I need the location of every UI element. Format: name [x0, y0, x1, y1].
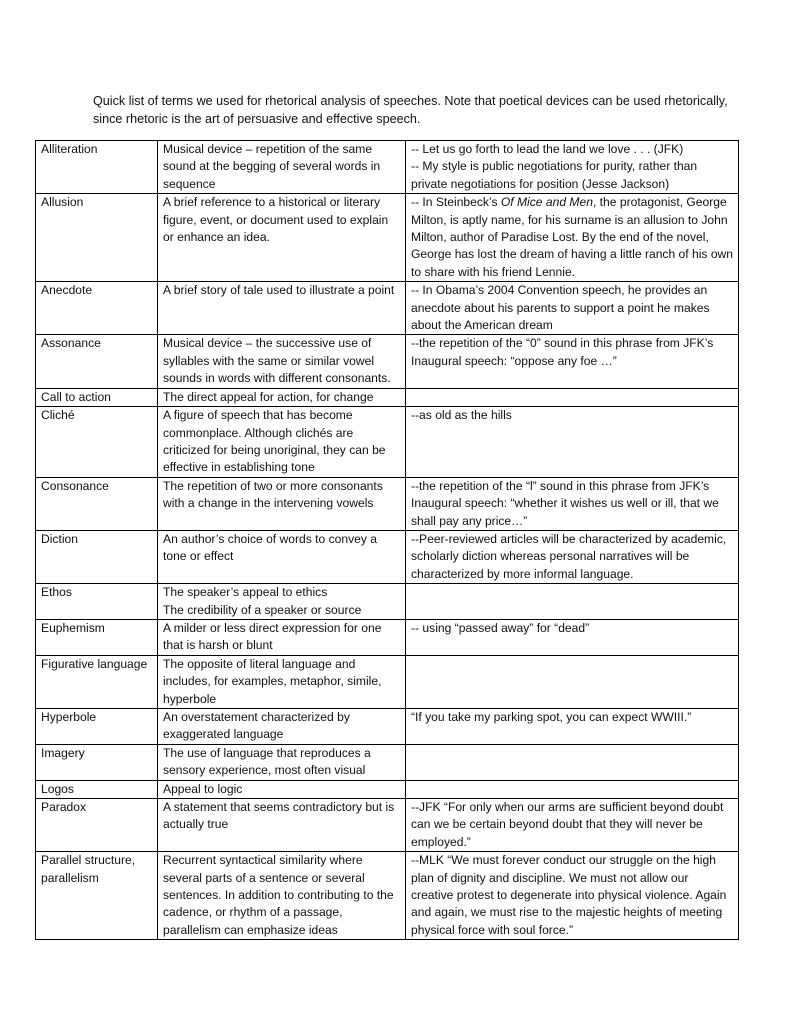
- example-text: -- In Steinbeck’s: [411, 195, 501, 210]
- intro-paragraph: Quick list of terms we used for rhetorical analysis of speeches. Note that poetical devices can be used rhetorically, since rhetoric is the art of persuasive and effective speech.: [93, 94, 728, 126]
- term-cell: Cliché: [36, 407, 158, 478]
- table-row: [36, 407, 739, 478]
- definition-cell: A figure of speech that has become commonplace. Although clichés are criticized for being unoriginal, they can be effective in establishing tone: [158, 407, 406, 478]
- example-cell: [406, 584, 739, 620]
- example-cell: [406, 744, 739, 780]
- table-row: [36, 282, 739, 335]
- definition-cell: Musical device – repetition of the same sound at the begging of several words in sequence: [158, 141, 406, 194]
- table-row: [36, 335, 739, 388]
- example-cell: --as old as the hills: [406, 407, 739, 478]
- example-cell: [406, 780, 739, 798]
- term-cell: Allusion: [36, 194, 158, 282]
- definition-cell: An overstatement characterized by exaggerated language: [158, 709, 406, 745]
- term-cell: Consonance: [36, 477, 158, 530]
- definition-cell: A brief story of tale used to illustrate a point: [158, 282, 406, 335]
- example-cell: --the repetition of the “l” sound in this phrase from JFK’s Inaugural speech: “whether it wishes us well or ill, that we shall pay any price…”: [406, 477, 739, 530]
- book-title: Of Mice and Men: [500, 195, 593, 210]
- definition-cell: The direct appeal for action, for change: [158, 388, 406, 406]
- term-cell: Anecdote: [36, 282, 158, 335]
- table-row: [36, 619, 739, 655]
- example-cell: -- Let us go forth to lead the land we love . . . (JFK) -- My style is public negotiations for purity, rather than private negotiations for position (Jesse Jackson): [406, 141, 739, 194]
- example-cell: [406, 194, 739, 282]
- table-row: [36, 799, 739, 852]
- table-row: [36, 655, 739, 708]
- definition-cell: Musical device – the successive use of syllables with the same or similar vowel sounds in words with different consonants.: [158, 335, 406, 388]
- example-cell: [406, 388, 739, 406]
- definition-cell: A statement that seems contradictory but is actually true: [158, 799, 406, 852]
- table-row: [36, 584, 739, 620]
- definition-cell: Recurrent syntactical similarity where several parts of a sentence or several sentences. In addition to contributing to the cadence, or rhythm of a passage, parallelism can emphasize ideas: [158, 852, 406, 940]
- term-cell: Paradox: [36, 799, 158, 852]
- table-row: [36, 141, 739, 194]
- example-cell: -- using “passed away” for “dead”: [406, 619, 739, 655]
- term-cell: Logos: [36, 780, 158, 798]
- definition-cell: The opposite of literal language and includes, for examples, metaphor, simile, hyperbole: [158, 655, 406, 708]
- definition-cell: Appeal to logic: [158, 780, 406, 798]
- table-row: [36, 709, 739, 745]
- definition-cell: The repetition of two or more consonants with a change in the intervening vowels: [158, 477, 406, 530]
- term-cell: Euphemism: [36, 619, 158, 655]
- example-text: , the protagonist, George Milton, is aptly name, for his surname is an allusion to John Milton, author of Paradise Lost. By the end of the novel, George has lost the dream of having a little ranch of his own to share with his friend Lennie.: [411, 195, 734, 279]
- definition-cell: A milder or less direct expression for one that is harsh or blunt: [158, 619, 406, 655]
- definition-cell: The use of language that reproduces a sensory experience, most often visual: [158, 744, 406, 780]
- term-cell: Assonance: [36, 335, 158, 388]
- table-row: [36, 530, 739, 583]
- table-row: [36, 852, 739, 940]
- definition-cell: A brief reference to a historical or literary figure, event, or document used to explain or enhance an idea.: [158, 194, 406, 282]
- term-cell: Hyperbole: [36, 709, 158, 745]
- table-row: [36, 477, 739, 530]
- term-cell: Parallel structure, parallelism: [36, 852, 158, 940]
- rhetorical-terms-table: [35, 140, 739, 940]
- example-cell: --MLK “We must forever conduct our struggle on the high plan of dignity and discipline. We must not allow our creative protest to degenerate into physical violence. Again and again, we must rise to the majestic heights of meeting physical force with soul force.”: [406, 852, 739, 940]
- example-cell: “If you take my parking spot, you can expect WWIII.”: [406, 709, 739, 745]
- table-row: [36, 744, 739, 780]
- definition-cell: An author’s choice of words to convey a tone or effect: [158, 530, 406, 583]
- example-cell: --the repetition of the “0” sound in this phrase from JFK’s Inaugural speech: “oppose any foe …”: [406, 335, 739, 388]
- term-cell: Ethos: [36, 584, 158, 620]
- term-cell: Alliteration: [36, 141, 158, 194]
- term-cell: Imagery: [36, 744, 158, 780]
- term-cell: Figurative language: [36, 655, 158, 708]
- table-row: [36, 194, 739, 282]
- term-cell: Diction: [36, 530, 158, 583]
- example-cell: --Peer-reviewed articles will be characterized by academic, scholarly diction whereas personal narratives will be characterized by more informal language.: [406, 530, 739, 583]
- table-row: [36, 780, 739, 798]
- example-cell: --JFK “For only when our arms are sufficient beyond doubt can we be certain beyond doubt that they will never be employed.”: [406, 799, 739, 852]
- table-row: [36, 388, 739, 406]
- definition-cell: The speaker’s appeal to ethics The credibility of a speaker or source: [158, 584, 406, 620]
- term-cell: Call to action: [36, 388, 158, 406]
- example-cell: [406, 655, 739, 708]
- example-cell: -- In Obama’s 2004 Convention speech, he provides an anecdote about his parents to support a point he makes about the American dream: [406, 282, 739, 335]
